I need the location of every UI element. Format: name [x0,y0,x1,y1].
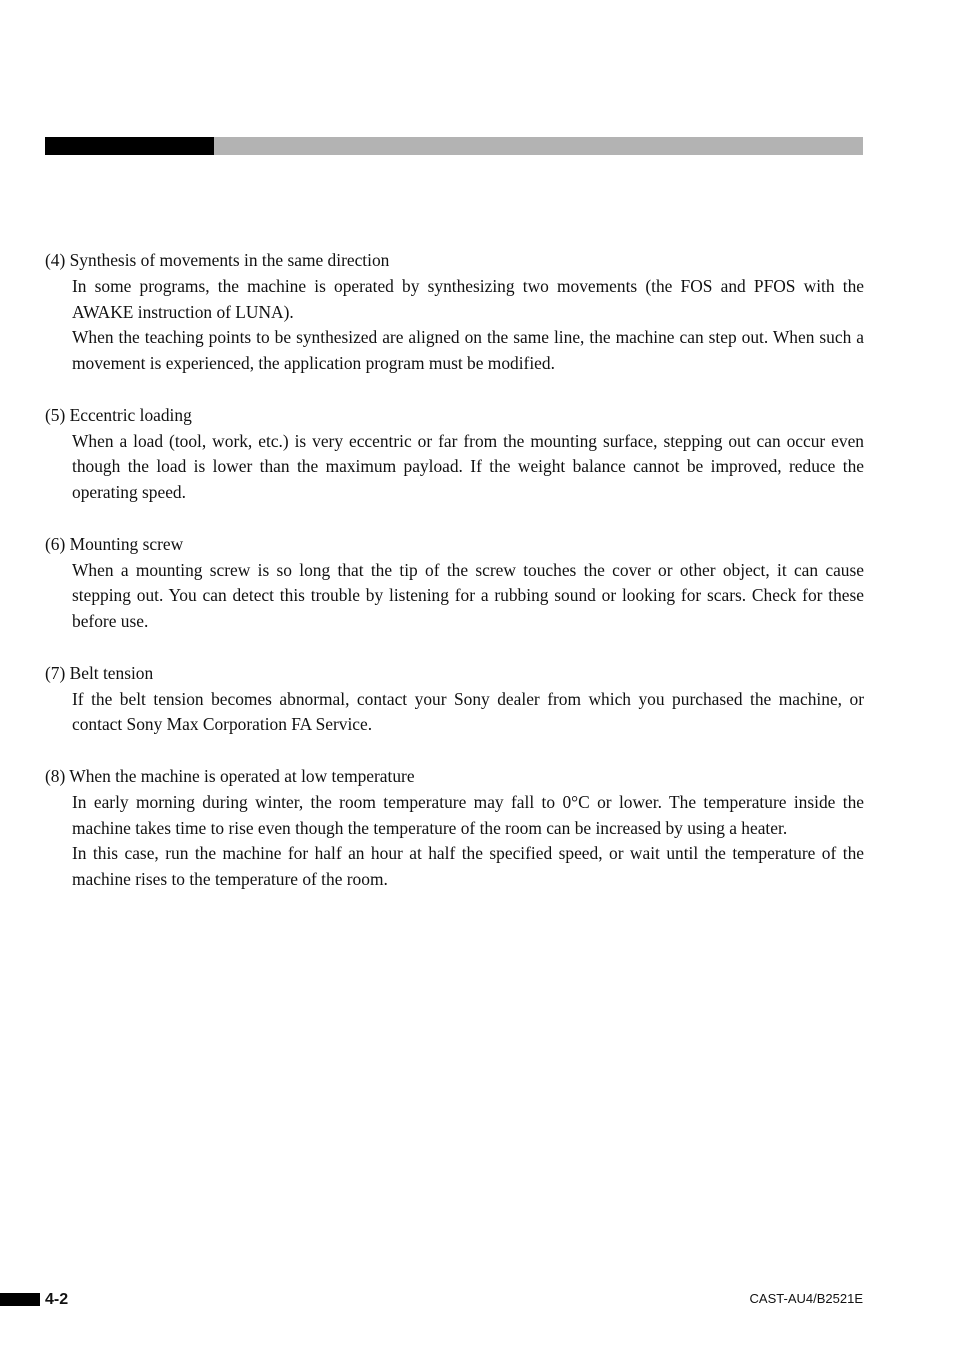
section-heading: (4) Synthesis of movements in the same direction [45,250,390,270]
page-content [45,248,864,919]
section-paragraph: In some programs, the machine is operated by synthesizing two movements (the FOS and PFOS with the AWAKE instruction of LUNA). [72,275,864,322]
section-low-temperature [45,764,864,893]
section-eccentric-loading [45,403,864,506]
section-heading: (8) When the machine is operated at low temperature [45,765,415,786]
footer-bar [0,1293,40,1306]
section-paragraph: If the belt tension becomes abnormal, contact your Sony dealer from which you purchased the machine, or contact Sony Max Corporation FA Service. [72,688,864,735]
section-body [45,558,864,635]
section-belt-tension [45,661,864,738]
section-paragraph: In this case, run the machine for half an hour at half the specified speed, or wait until the temperature of the machine rises to the temperature of the room. [72,843,864,890]
section-body [45,790,864,893]
chapter-header-bar [45,137,863,155]
section-synthesis-of-movements [45,248,864,377]
section-mounting-screw [45,532,864,635]
chapter-header-bar-accent [45,137,214,155]
section-paragraph: When a load (tool, work, etc.) is very eccentric or far from the mounting surface, stepping out can occur even though the load is lower than the maximum payload. If the weight balance cannot be improved, reduce the operating speed. [72,430,864,503]
section-body [45,429,864,506]
section-body [45,274,864,377]
section-heading: (5) Eccentric loading [45,404,192,425]
section-heading: (6) Mounting screw [45,533,184,554]
page-number: 4-2 [45,1291,69,1308]
section-paragraph: When a mounting screw is so long that the tip of the screw touches the cover or other object, it can cause stepping out. You can detect this trouble by listening for a rubbing sound or looking for scars. Check for these before use. [72,559,864,632]
section-body [45,687,864,739]
section-paragraph: In early morning during winter, the room temperature may fall to 0°C or lower. The temperature inside the machine takes time to rise even though the temperature of the room can be increased by using a heater. [72,791,864,838]
section-paragraph: When the teaching points to be synthesized are aligned on the same line, the machine can step out. When such a movement is experienced, the application program must be modified. [72,327,864,374]
document-code: CAST-AU4/B2521E [749,1291,863,1306]
section-heading: (7) Belt tension [45,662,154,683]
